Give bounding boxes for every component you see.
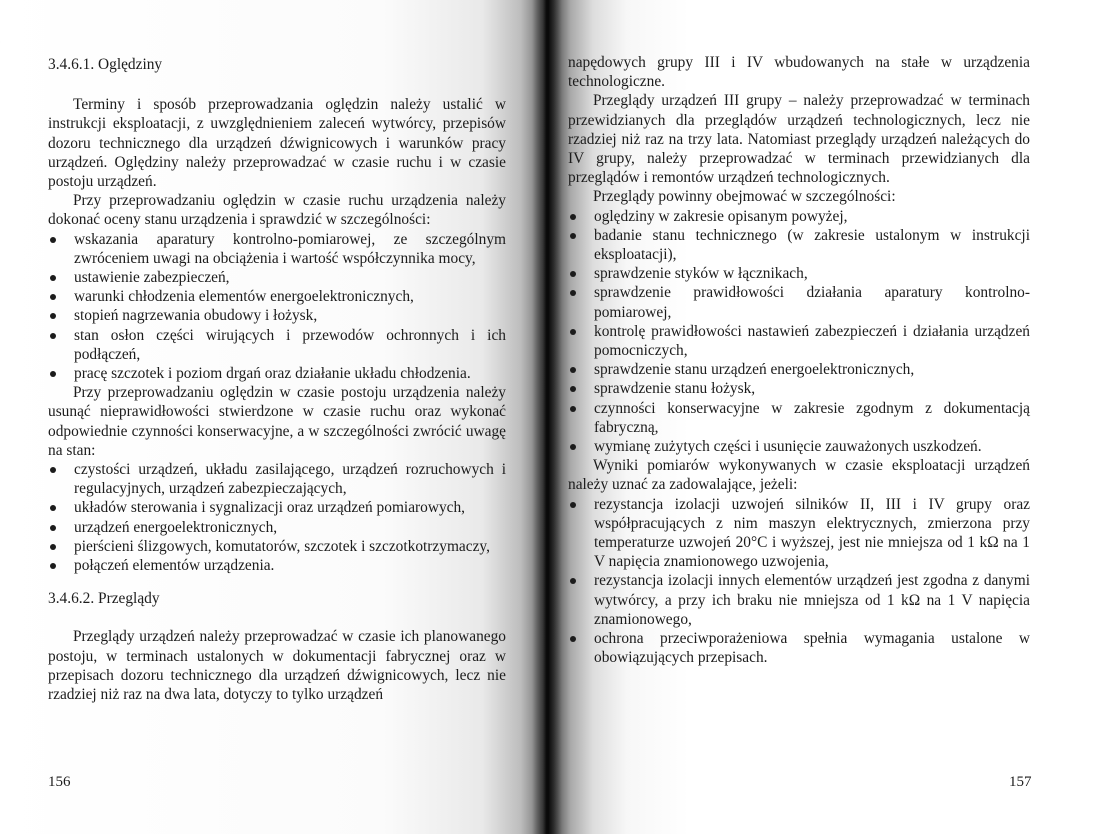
bullet-list-przeglady (568, 207, 1030, 457)
list-item: warunki chłodzenia elementów energoelektronicznych, (48, 287, 506, 306)
page-edge-line (0, 40, 1, 192)
list-item: sprawdzenie prawidłowości działania aparatury kontrolno-pomiarowej, (568, 283, 1030, 321)
list-item: sprawdzenie styków w łącznikach, (568, 264, 1030, 283)
list-item: czynności konserwacyjne w zakresie zgodnym z dokumentacją fabryczną, (568, 399, 1030, 437)
list-item: kontrolę prawidłowości nastawień zabezpieczeń i działania urządzeń pomocniczych, (568, 322, 1030, 360)
section-heading-ogledziny: 3.4.6.1. Oględziny (48, 56, 163, 73)
list-item: wskazania aparatury kontrolno-pomiarowej, ze szczególnym zwróceniem uwagi na obciążenia i wartość współczynnika mocy, (48, 230, 506, 268)
page-number-left: 156 (48, 774, 71, 790)
list-item: pracę szczotek i poziom drgań oraz działanie układu chłodzenia. (48, 364, 506, 383)
paragraph: Przeglądy powinny obejmować w szczególności: (593, 188, 896, 206)
left-text-column (48, 55, 506, 704)
list-item: sprawdzenie stanu urządzeń energoelektronicznych, (568, 360, 1030, 379)
paragraph: napędowych grupy III i IV wbudowanych na stałe w urządzenia technologiczne. (568, 54, 1030, 91)
list-item: badanie stanu technicznego (w zakresie ustalonym w instrukcji eksploatacji), (568, 226, 1030, 264)
list-item: rezystancja izolacji uzwojeń silników II, III i IV grupy oraz współpracujących z nim maszyn elektrycznych, zmierzona przy temperaturze uzwojeń 20°C i wyższej, jest nie mniejsza od 1 kΩ na 1 V napięcia znamionowego uzwojenia, (568, 495, 1030, 572)
list-item: połączeń elementów urządzenia. (48, 556, 506, 575)
paragraph: Terminy i sposób przeprowadzania oględzin należy ustalić w instrukcji eksploatacji, z uwzględnieniem zaleceń wytwórcy, przepisów dozoru technicznego dla urządzeń dźwignicowych i warunków pracy urządzeń. Oględziny należy przeprowadzać w czasie ruchu i w czasie postoju urządzeń. (48, 96, 506, 191)
paragraph: Przeglądy urządzeń III grupy – należy przeprowadzać w terminach przewidzianych dla przeglądów urządzeń technologicznych, lecz nie rzadziej niż raz na trzy lata. Natomiast przeglądy urządzeń należących do IV grupy, należy przeprowadzać w terminach przewidzianych dla przeglądów i remontów urządzeń technologicznych. (568, 92, 1030, 187)
section-heading-przeglady: 3.4.6.2. Przeglądy (48, 590, 160, 608)
list-item: urządzeń energoelektronicznych, (48, 518, 506, 537)
book-gutter-shadow (532, 0, 562, 834)
bullet-list-postoj (48, 460, 506, 575)
list-item: rezystancja izolacji innych elementów urządzeń jest zgodna z danymi wytwórcy, a przy ich braku nie mniejsza od 1 kΩ na 1 V napięcia znamionowego, (568, 571, 1030, 629)
list-item: pierścieni ślizgowych, komutatorów, szczotek i szczotkotrzymaczy, (48, 537, 506, 556)
paragraph: Przeglądy urządzeń należy przeprowadzać w czasie ich planowanego postoju, w terminach ustalonych w dokumentacji fabrycznej oraz w przepisach dozoru technicznego dla urządzeń dźwignicowych, lecz nie rzadziej niż raz na dwa lata, dotyczy to tylko urządzeń (48, 628, 506, 704)
bullet-list-ruch (48, 230, 506, 384)
paragraph: Przy przeprowadzaniu oględzin w czasie postoju urządzenia należy usunąć nieprawidłowości stwierdzone w czasie ruchu oraz wykonać odpowiednie czynności konserwacyjne, a w szczególności zwrócić uwagę na stan: (48, 384, 506, 459)
list-item: oględziny w zakresie opisanym powyżej, (568, 207, 1030, 226)
left-page (0, 0, 548, 834)
list-item: stan osłon części wirujących i przewodów ochronnych i ich podłączeń, (48, 326, 506, 364)
page-number-right: 157 (1009, 774, 1032, 790)
bullet-list-pomiary (568, 495, 1030, 668)
list-item: czystości urządzeń, układu zasilającego, urządzeń rozruchowych i regulacyjnych, urządzeń zabezpieczających, (48, 460, 506, 498)
list-item: układów sterowania i sygnalizacji oraz urządzeń pomiarowych, (48, 498, 506, 517)
right-text-column (568, 53, 1030, 668)
list-item: ustawienie zabezpieczeń, (48, 268, 506, 287)
list-item: wymianę zużytych części i usunięcie zauważonych uszkodzeń. (568, 437, 1030, 456)
paragraph: Wyniki pomiarów wykonywanych w czasie eksploatacji urządzeń należy uznać za zadowalające, jeżeli: (568, 457, 1030, 494)
list-item: stopień nagrzewania obudowy i łożysk, (48, 306, 506, 325)
list-item: ochrona przeciwporażeniowa spełnia wymagania ustalone w obowiązujących przepisach. (568, 629, 1030, 667)
list-item: sprawdzenie stanu łożysk, (568, 379, 1030, 398)
paragraph: Przy przeprowadzaniu oględzin w czasie ruchu urządzenia należy dokonać oceny stanu urządzenia i sprawdzić w szczególności: (48, 192, 506, 229)
